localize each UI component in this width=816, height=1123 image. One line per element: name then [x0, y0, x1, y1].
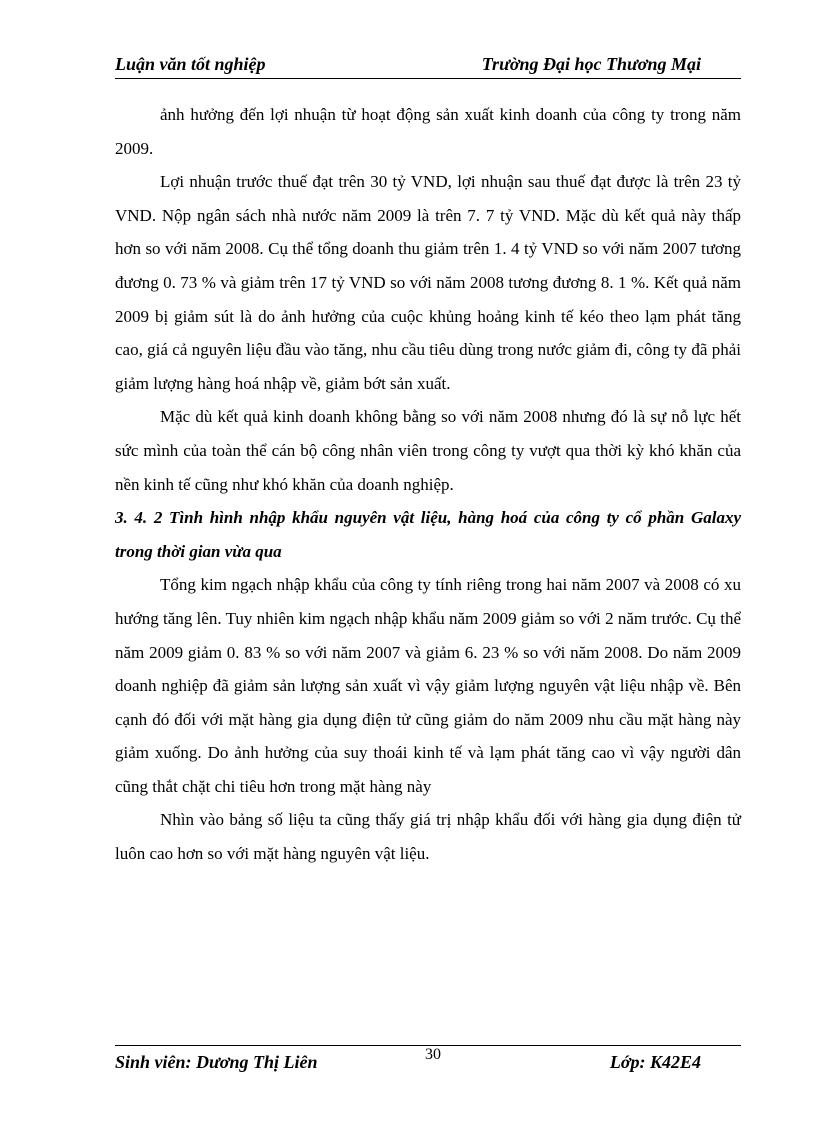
paragraph-1: ảnh hưởng đến lợi nhuận từ hoạt động sản xuất kinh doanh của công ty trong năm 2009.: [115, 105, 741, 158]
header-thesis-label: Luận văn tốt nghiệp: [115, 54, 266, 74]
page-footer: [115, 1045, 741, 1076]
body-text: [115, 98, 741, 871]
section-heading: 3. 4. 2 Tình hình nhập khẩu nguyên vật liệu, hàng hoá của công ty cổ phần Galaxy trong thời gian vừa qua: [115, 508, 741, 561]
footer-class-code: Lớp: K42E4: [609, 1052, 701, 1072]
paragraph-5: Nhìn vào bảng số liệu ta cũng thấy giá trị nhập khẩu đối với hàng gia dụng điện tử luôn cao hơn so với mặt hàng nguyên vật liệu.: [115, 810, 741, 864]
header-university-name: Trường Đại học Thương Mại: [481, 54, 701, 74]
page-number: 30: [425, 1046, 441, 1063]
paragraph-2: Lợi nhuận trước thuế đạt trên 30 tỷ VND, lợi nhuận sau thuế đạt được là trên 23 tỷ VND. Nộp ngân sách nhà nước năm 2009 là trên 7. 7 tỷ VND. Mặc dù kết quả này thấp hơn so với năm 2008. Cụ thể tổng doanh thu giảm trên 1. 4 tỷ VND so với năm 2007 tương đương 0. 73 % và giảm trên 17 tỷ VND so với năm 2008 tương đương 8. 1 %. Kết quả năm 2009 bị giảm sút là do ảnh hưởng của cuộc khủng hoảng kinh tế kéo theo lạm phát tăng cao, giá cả nguyên liệu đầu vào tăng, nhu cầu tiêu dùng trong nước giảm đi, công ty đã phải giảm lượng hàng hoá nhập về, giảm bớt sản xuất.: [115, 172, 741, 393]
paragraph-4: Tổng kim ngạch nhập khẩu của công ty tính riêng trong hai năm 2007 và 2008 có xu hướng tăng lên. Tuy nhiên kim ngạch nhập khẩu năm 2009 giảm so với 2 năm trước. Cụ thể năm 2009 giảm 0. 83 % so với năm 2007 và giảm 6. 23 % so với năm 2008. Do năm 2009 doanh nghiệp đã giảm sản lượng sản xuất vì vậy giảm lượng nguyên vật liệu nhập về. Bên cạnh đó đối với mặt hàng gia dụng điện tử cũng giảm do năm 2009 nhu cầu mặt hàng này giảm xuống. Do ảnh hưởng của suy thoái kinh tế và lạm phát tăng cao vì vậy người dân cũng thắt chặt chi tiêu hơn trong mặt hàng này: [115, 575, 741, 796]
footer-student-name: Sinh viên: Dương Thị Liên: [115, 1052, 318, 1072]
paragraph-3: Mặc dù kết quả kinh doanh không bằng so với năm 2008 nhưng đó là sự nỗ lực hết sức mình của toàn thể cán bộ công nhân viên trong công ty vượt qua thời kỳ khó khăn của nền kinh tế cũng như khó khăn của doanh nghiệp.: [115, 407, 741, 494]
page-header: [115, 52, 741, 79]
